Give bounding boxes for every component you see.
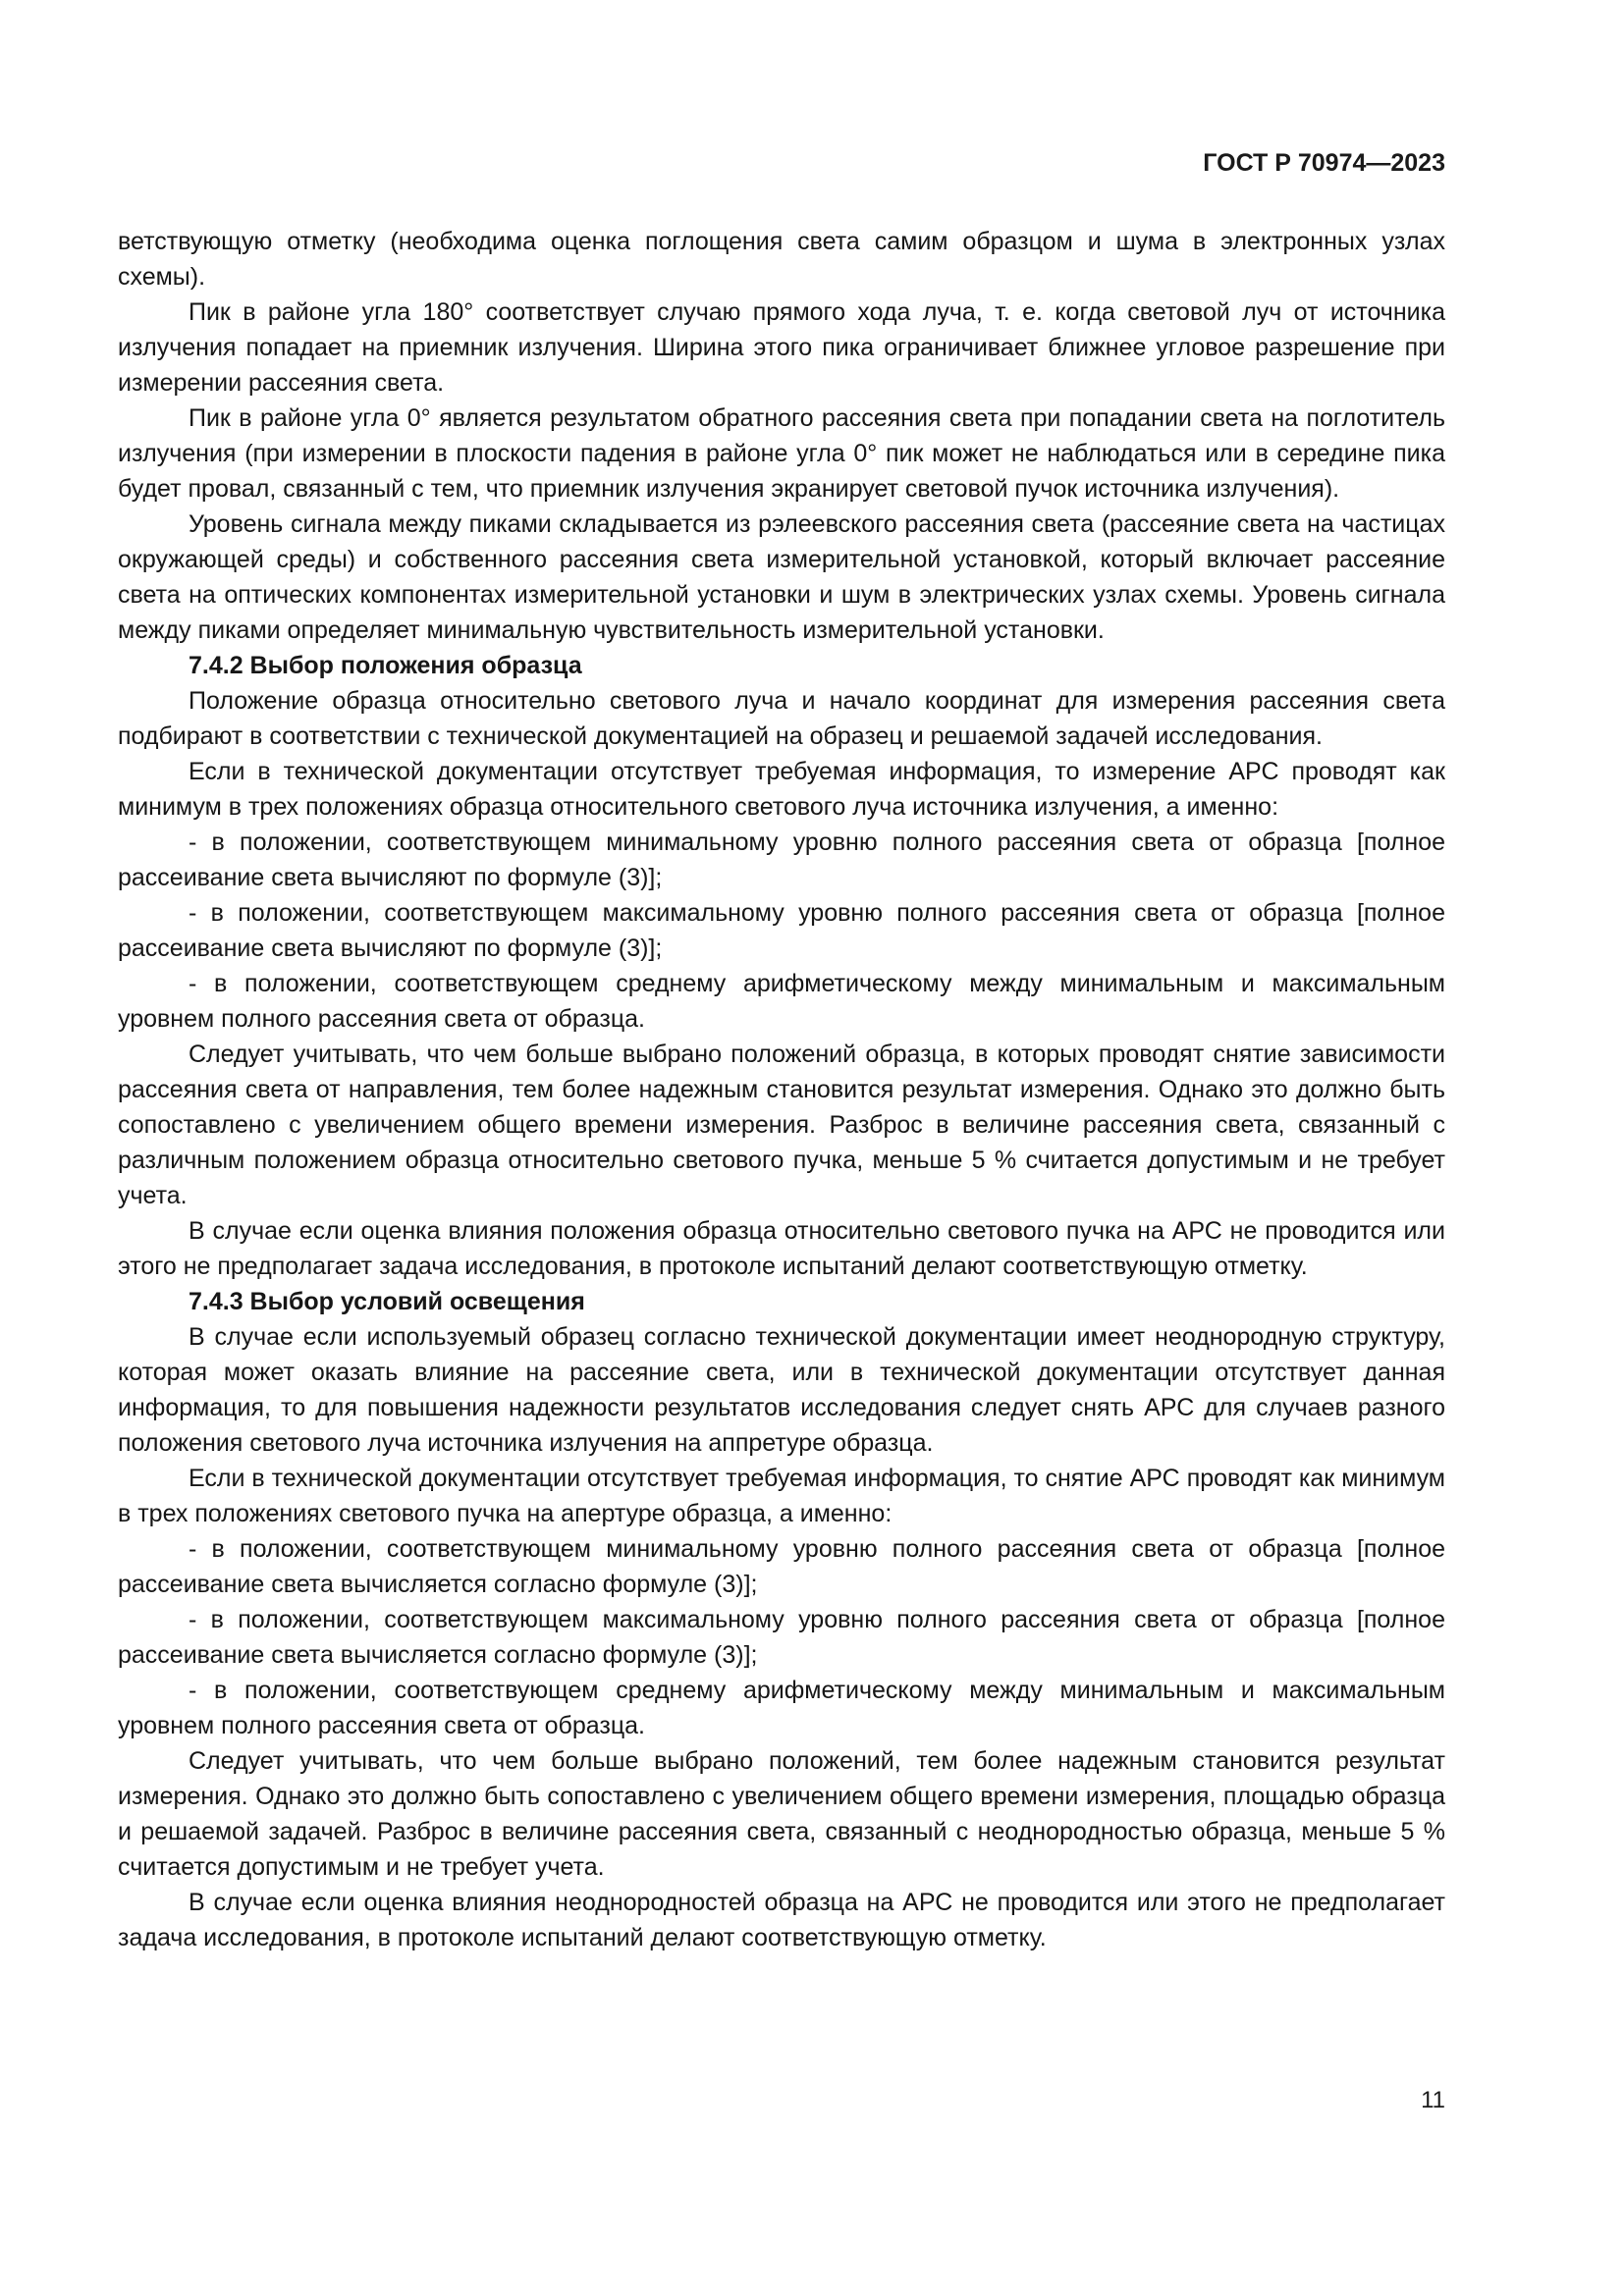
list-item-max-level-2: - в положении, соответствующем максимальному уровню полного рассеяния света от образца [полное рассеивание света вычисляется согласно формуле (3)]; [118,1606,1445,1669]
page-number: 11 [1421,2087,1445,2113]
paragraph-peak-180: Пик в районе угла 180° соответствует случаю прямого хода луча, т. е. когда световой луч от источника излучения попадает на приемник излучения. Ширина этого пика ограничивает ближнее угловое разрешение при измерении рассеяния света. [118,298,1445,397]
paragraph-sample-position: Положение образца относительно светового луча и начало координат для измерения рассеяния света подбирают в соответствии с технической документацией на образец и решаемой задачей исследования. [118,687,1445,750]
document-body [118,224,1445,1955]
paragraph-positions-note: Следует учитывать, что чем больше выбрано положений образца, в которых проводят снятие зависимости рассеяния света от направления, тем более надежным становится результат измерения. Однако это должно быть сопоставлено с увеличением общего времени измерения. Разброс в величине рассеяния света, связанный с различным положением образца относительно светового пучка, меньше 5 % считается допустимым и не требует учета. [118,1041,1445,1209]
section-heading-7-4-3: 7.4.3 Выбор условий освещения [189,1288,585,1315]
list-item-mean-level: - в положении, соответствующем среднему арифметическому между минимальным и максимальным уровнем полного рассеяния света от образца. [118,970,1445,1033]
paragraph-protocol-note: В случае если оценка влияния положения образца относительно светового пучка на АРС не проводится или этого не предполагает задача исследования, в протоколе испытаний делают соответствующую отметку. [118,1217,1445,1280]
paragraph-missing-info: Если в технической документации отсутствует требуемая информация, то измерение АРС проводят как минимум в трех положениях образца относительного светового луча источника излучения, а именно: [118,758,1445,821]
paragraph-signal-level: Уровень сигнала между пиками складывается из рэлеевского рассеяния света (рассеяние света на частицах окружающей среды) и собственного рассеяния света измерительной установкой, который включает рассеяние света на оптических компонентах измерительной установки и шум в электрических узлах схемы. Уровень сигнала между пиками определяет минимальную чувствительность измерительной установки. [118,510,1445,644]
paragraph-beam-positions: Если в технической документации отсутствует требуемая информация, то снятие АРС проводят как минимум в трех положениях светового пучка на апертуре образца, а именно: [118,1465,1445,1527]
paragraph-peak-0: Пик в районе угла 0° является результатом обратного рассеяния света при попадании света на поглотитель излучения (при измерении в плоскости падения в районе угла 0° пик может не наблюдаться или в середине пика будет провал, связанный с тем, что приемник излучения экранирует световой пучок источника излучения). [118,404,1445,503]
paragraph-protocol-note-2: В случае если оценка влияния неоднородностей образца на АРС не проводится или этого не предполагает задача исследования, в протоколе испытаний делают соответствующую отметку. [118,1889,1445,1951]
section-heading-7-4-2: 7.4.2 Выбор положения образца [189,652,582,679]
paragraph-positions-note-2: Следует учитывать, что чем больше выбрано положений, тем более надежным становится результат измерения. Однако это должно быть сопоставлено с увеличением общего времени измерения, площадью образца и решаемой задачей. Разброс в величине рассеяния света, связанный с неоднородностью образца, меньше 5 % считается допустимым и не требует учета. [118,1747,1445,1881]
list-item-min-level: - в положении, соответствующем минимальному уровню полного рассеяния света от образца [полное рассеивание света вычисляют по формуле (3)]; [118,828,1445,891]
list-item-max-level: - в положении, соответствующем максимальному уровню полного рассеяния света от образца [полное рассеивание света вычисляют по формуле (3)]; [118,899,1445,962]
list-item-mean-level-2: - в положении, соответствующем среднему арифметическому между минимальным и максимальным уровнем полного рассеяния света от образца. [118,1677,1445,1739]
paragraph-inhomogeneous-sample: В случае если используемый образец согласно технической документации имеет неоднородную структуру, которая может оказать влияние на рассеяние света, или в технической документации отсутствует данная информация, то для повышения надежности результатов исследования следует снять АРС для случаев разного положения светового луча источника излучения на аппретуре образца. [118,1323,1445,1457]
list-item-min-level-2: - в положении, соответствующем минимальному уровню полного рассеяния света от образца [полное рассеивание света вычисляется согласно формуле (3)]; [118,1535,1445,1598]
document-code-header: ГОСТ Р 70974—2023 [1203,149,1445,177]
paragraph-continuation: ветствующую отметку (необходима оценка поглощения света самим образцом и шума в электронных узлах схемы). [118,228,1445,291]
